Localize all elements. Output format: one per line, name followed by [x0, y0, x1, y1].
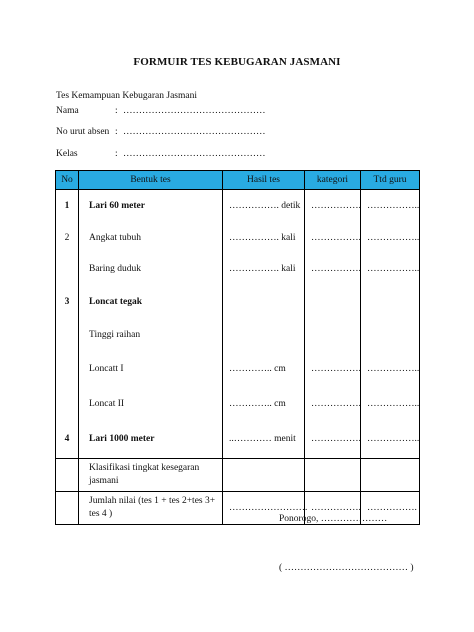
- row-test: Baring duduk: [79, 254, 223, 285]
- field-absen-sep: :: [115, 127, 118, 137]
- header-kategori: kategori: [305, 171, 361, 190]
- row-kategori[interactable]: …………….: [305, 190, 361, 222]
- table-row: [56, 421, 420, 459]
- jumlah-ttd[interactable]: …………….: [361, 492, 420, 525]
- klasifikasi-kategori[interactable]: [305, 459, 361, 492]
- place-date[interactable]: Ponorogo, …………………: [279, 514, 388, 524]
- table-row: [56, 351, 420, 387]
- row-ttd[interactable]: ……………..: [361, 421, 420, 459]
- row-ttd[interactable]: [361, 285, 420, 319]
- table-row: [56, 285, 420, 319]
- field-name-sep: :: [115, 106, 118, 116]
- row-kategori[interactable]: [305, 285, 361, 319]
- row-test: Loncat II: [79, 387, 223, 421]
- fitness-test-table: [55, 170, 420, 525]
- row-hasil[interactable]: ………….. cm: [223, 387, 305, 421]
- row-test: Lari 1000 meter: [79, 421, 223, 459]
- row-ttd[interactable]: ……………..: [361, 351, 420, 387]
- field-kelas-sep: :: [115, 149, 118, 159]
- row-kategori[interactable]: …………….: [305, 254, 361, 285]
- table-row: [56, 254, 420, 285]
- row-no: 3: [56, 285, 79, 319]
- row-kategori[interactable]: …………….: [305, 387, 361, 421]
- row-hasil[interactable]: [223, 285, 305, 319]
- row-kategori[interactable]: …………….: [305, 351, 361, 387]
- row-no: [56, 351, 79, 387]
- row-ttd[interactable]: ……………..: [361, 222, 420, 254]
- header-ttd-guru: Ttd guru: [361, 171, 420, 190]
- header-bentuk-tes: Bentuk tes: [79, 171, 223, 190]
- form-title: FORMUIR TES KEBUGARAN JASMANI: [133, 56, 341, 68]
- klasifikasi-row: [56, 459, 420, 492]
- jumlah-kategori[interactable]: …………….: [305, 492, 361, 525]
- table-row: [56, 222, 420, 254]
- field-absen-dots[interactable]: ………………………………………: [123, 127, 266, 137]
- row-test: Lari 60 meter: [79, 190, 223, 222]
- field-kelas-label: Kelas: [56, 149, 78, 159]
- row-ttd[interactable]: ……………..: [361, 387, 420, 421]
- row-test: Loncat tegak: [79, 285, 223, 319]
- row-ttd[interactable]: ……………..: [361, 190, 420, 222]
- row-hasil[interactable]: [223, 319, 305, 351]
- jumlah-label: Jumlah nilai (tes 1 + tes 2+tes 3+ tes 4 ): [79, 492, 223, 525]
- row-hasil[interactable]: ..………… menit: [223, 421, 305, 459]
- row-test: Loncatt I: [79, 351, 223, 387]
- row-ttd[interactable]: [361, 319, 420, 351]
- row-hasil[interactable]: ………….. cm: [223, 351, 305, 387]
- klasifikasi-label: Klasifikasi tingkat kesegaran jasmani: [79, 459, 223, 492]
- form-subtitle: Tes Kemampuan Kebugaran Jasmani: [56, 91, 197, 101]
- row-hasil[interactable]: ……………. detik: [223, 190, 305, 222]
- row-no: [56, 319, 79, 351]
- klasifikasi-hasil[interactable]: [223, 459, 305, 492]
- jumlah-no: [56, 492, 79, 525]
- klasifikasi-no: [56, 459, 79, 492]
- row-ttd[interactable]: ……………..: [361, 254, 420, 285]
- row-hasil[interactable]: ……………. kali: [223, 254, 305, 285]
- row-kategori[interactable]: …………….: [305, 421, 361, 459]
- jumlah-hasil[interactable]: …………………….: [223, 492, 305, 525]
- row-no: [56, 254, 79, 285]
- field-name-label: Nama: [56, 106, 79, 116]
- header-no: No: [56, 171, 79, 190]
- field-name-dots[interactable]: ………………………………………: [123, 106, 266, 116]
- row-test: Tinggi raihan: [79, 319, 223, 351]
- row-hasil[interactable]: ……………. kali: [223, 222, 305, 254]
- row-no: 1: [56, 190, 79, 222]
- row-no: 4: [56, 421, 79, 459]
- table-row: [56, 387, 420, 421]
- klasifikasi-ttd[interactable]: [361, 459, 420, 492]
- table-header-row: [56, 171, 420, 190]
- row-no: [56, 387, 79, 421]
- field-kelas-dots[interactable]: ………………………………………: [123, 149, 266, 159]
- table-row: [56, 190, 420, 222]
- field-absen-label: No urut absen: [56, 127, 110, 137]
- signature-line[interactable]: ( ………………………………… ): [279, 563, 414, 573]
- table-row: [56, 319, 420, 351]
- row-no: 2: [56, 222, 79, 254]
- row-kategori[interactable]: [305, 319, 361, 351]
- header-hasil-tes: Hasil tes: [223, 171, 305, 190]
- row-kategori[interactable]: …………….: [305, 222, 361, 254]
- row-test: Angkat tubuh: [79, 222, 223, 254]
